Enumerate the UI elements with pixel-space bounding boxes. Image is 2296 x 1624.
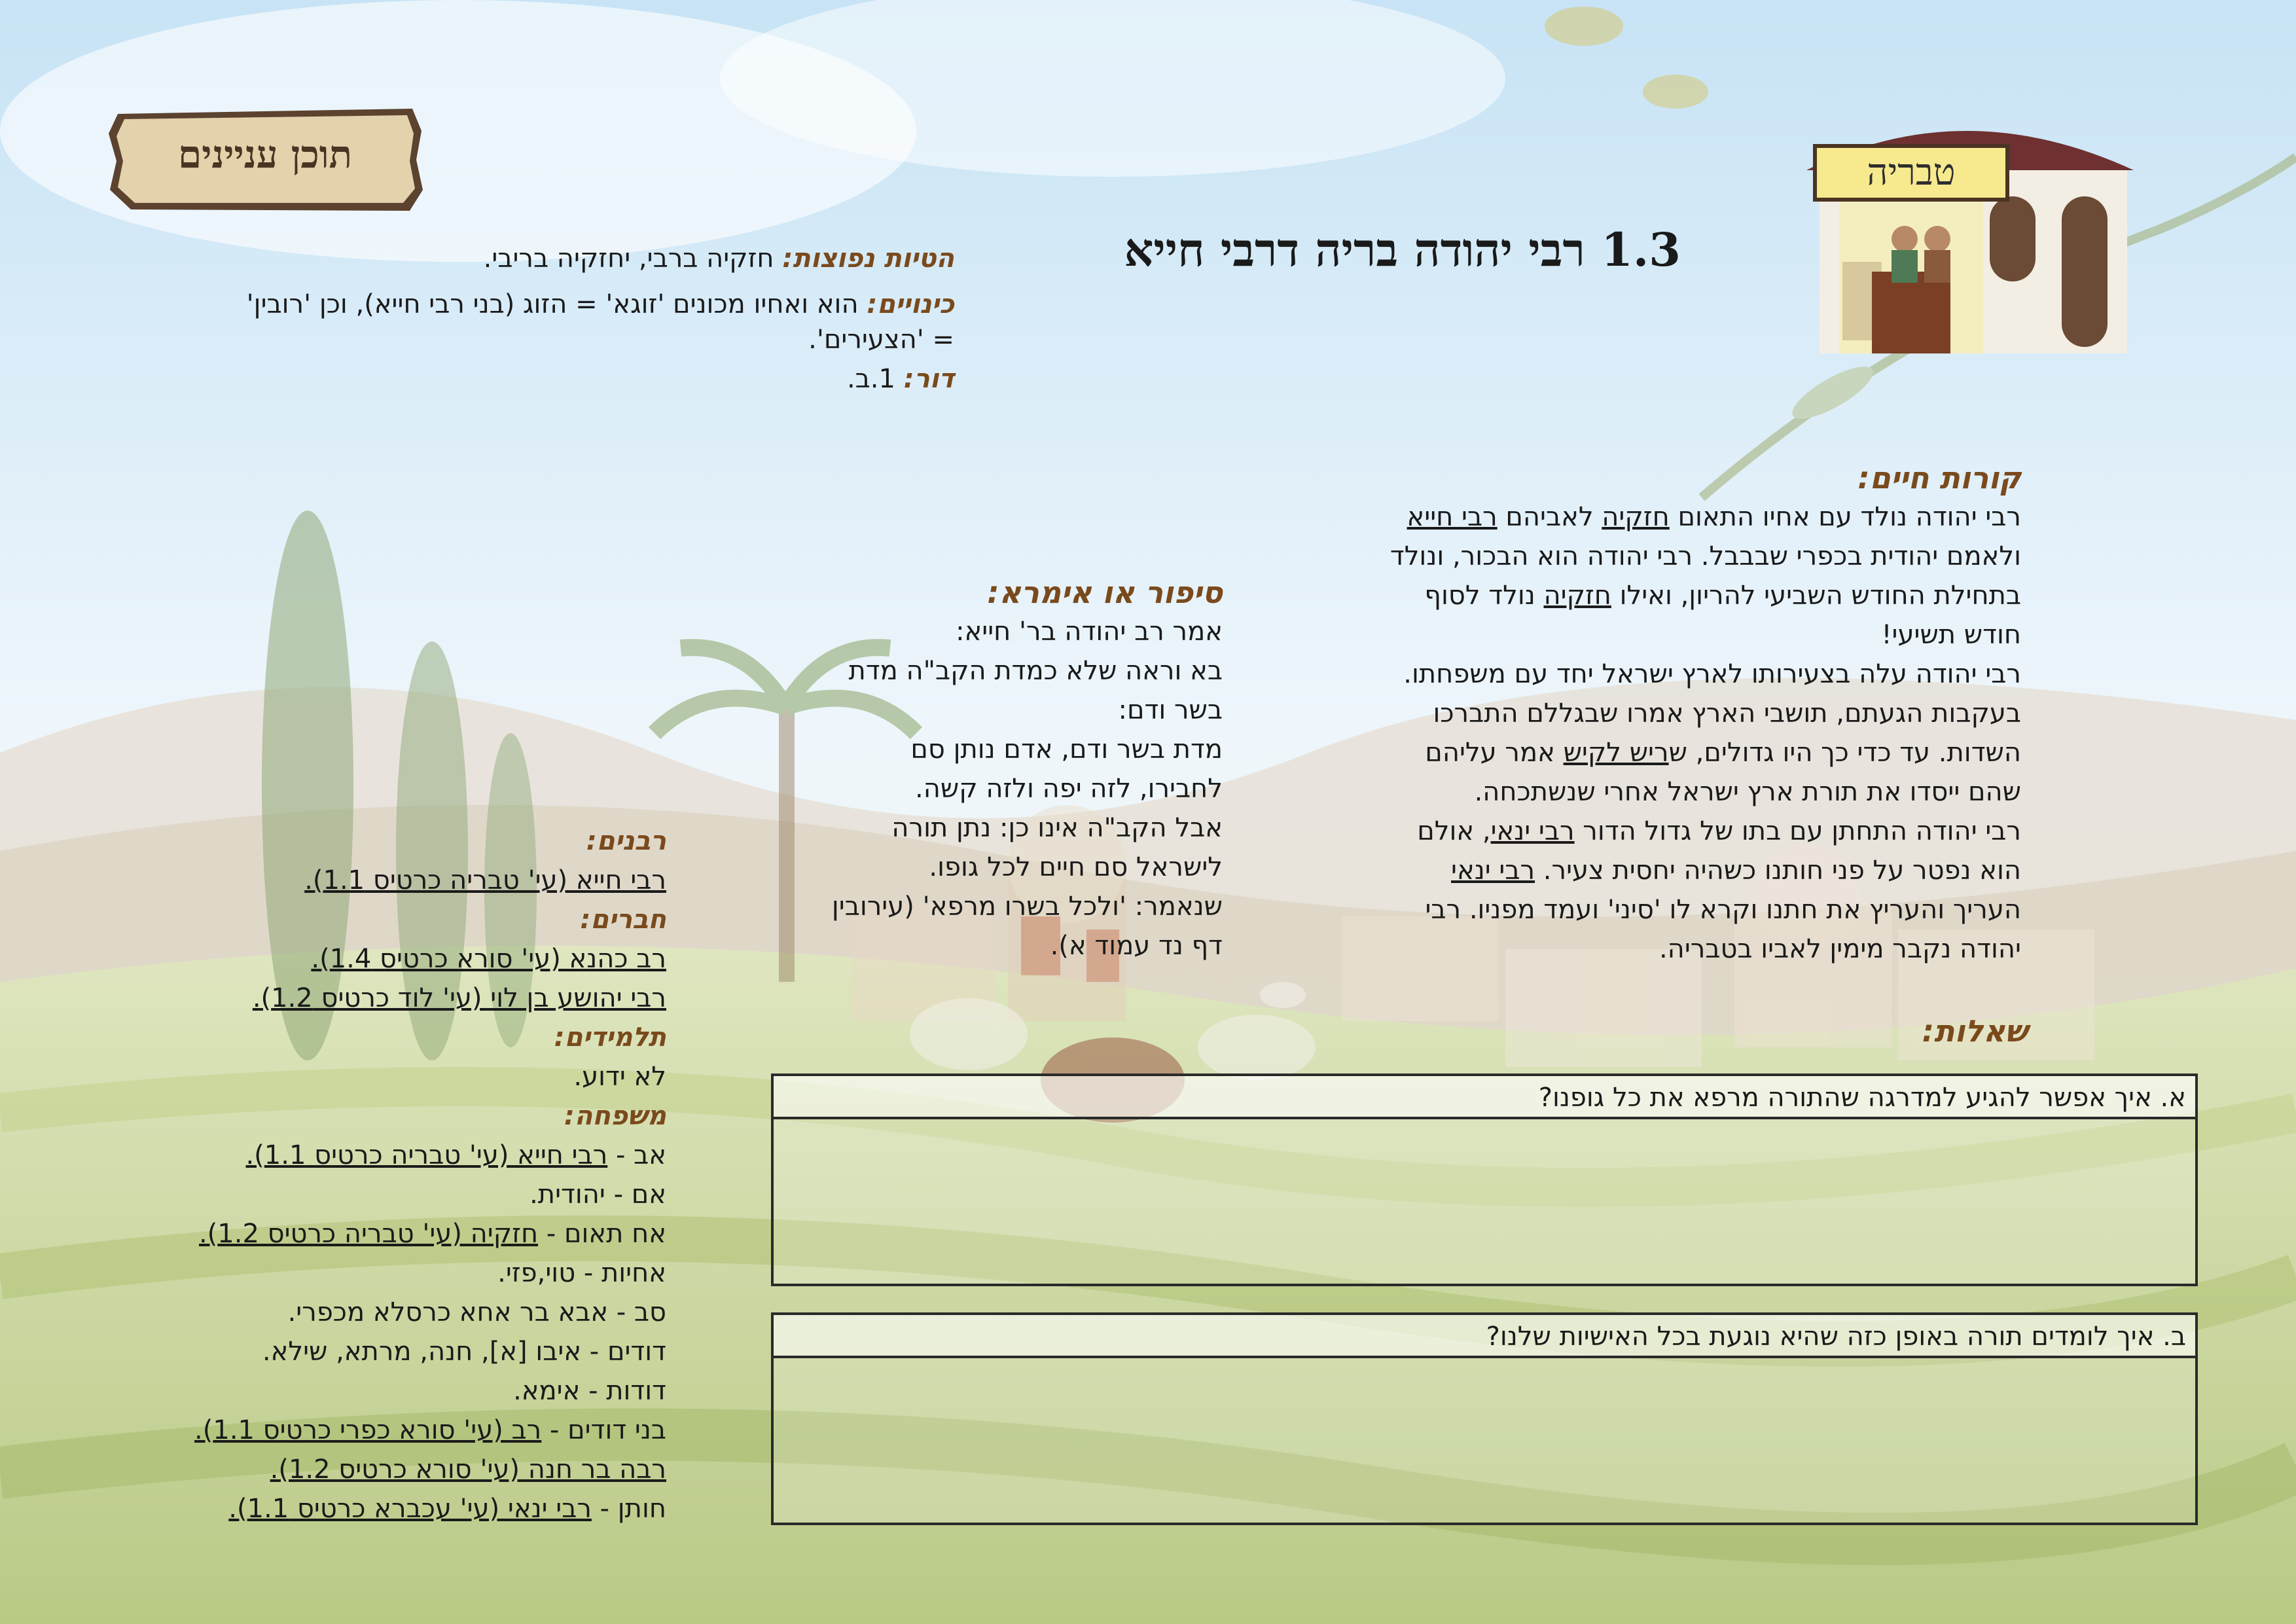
link-colleague-rav-kahana[interactable]: רב כהנא (עי' סורא כרטיס 1.4). <box>311 944 666 974</box>
family-header: משפחה: <box>564 1101 666 1131</box>
link-hizkiya[interactable]: חזקיה <box>1543 581 1611 611</box>
family-grandfather: סב - אבא בר אחא כרסלא מכפרי. <box>287 1297 666 1327</box>
link-cousin-rabba-bar-hana[interactable]: רבה בר חנה (עי' סורא כרטיס 1.2). <box>270 1454 666 1485</box>
bio-line: השדות. עד כדי כך היו גדולים, שריש לקיש אמר עליהם <box>1425 738 2021 768</box>
place-sign <box>1813 144 2009 202</box>
generation-label: דור: <box>903 364 954 394</box>
nicknames <box>84 285 954 324</box>
story-line: שנאמר: 'ולכל בשרו מרפא' (עירובין <box>831 892 1223 922</box>
colleagues-header: חברים: <box>580 905 666 935</box>
link-rabbi-yannai[interactable]: רבי ינאי <box>1490 816 1575 846</box>
link-rabbi-hiya[interactable]: רבי חייא <box>1407 502 1498 532</box>
story-line: אמר רב יהודה בר' חייא: <box>956 617 1223 647</box>
question-1-text: א. איך אפשר להגיע למדרגה שהתורה מרפא את כל גופנו? <box>774 1076 2195 1119</box>
story-line: לחבירו, לזה יפה ולזה קשה. <box>915 774 1223 804</box>
family-mother: אם - יהודית. <box>529 1180 666 1210</box>
family-cousin-1: בני דודים - רב (עי' סורא כפרי כרטיס 1.1). <box>194 1415 666 1445</box>
biography-section <box>1301 458 2021 969</box>
bio-line: רבי יהודה נולד עם אחיו התאום חזקיה לאביהם רבי חייא <box>1407 502 2021 532</box>
place-sign-label: טבריה <box>1867 151 1956 194</box>
biography-header: קורות חיים: <box>1857 460 2021 496</box>
story-header: סיפור או אימרא: <box>987 575 1223 610</box>
bio-line: ולאמם יהודית בכפרי שבבבל. רבי יהודה הוא הבכור, ונולד <box>1390 541 2021 571</box>
mistakes-text: חזקיה ברבי, יחזקיה בריבי. <box>483 244 774 274</box>
link-teacher-rabbi-hiya[interactable]: רבי חייא (עי' טבריה כרטיס 1.1). <box>304 865 666 895</box>
family-sisters: אחיות - טוי,פזי. <box>497 1258 666 1288</box>
bio-line: בתחילת החודש השביעי להריון, ואילו חזקיה נולד לסוף <box>1424 581 2021 611</box>
bio-line: העריך והעריץ את חתנו וקרא לו 'סיני' ועמד מפניו. רבי <box>1425 895 2021 925</box>
bio-line: יהודה נקבר מימין לאביו בטבריה. <box>1659 934 2021 964</box>
bio-line: שהם ייסדו את תורת ארץ ישראל אחרי שנשתכחה. <box>1474 777 2021 807</box>
bio-line: רבי יהודה התחתן עם בתו של גדול הדור רבי ינאי, אולם <box>1417 816 2021 846</box>
generation <box>84 359 954 399</box>
link-father[interactable]: רבי חייא (עי' טבריה כרטיס 1.1). <box>245 1140 608 1170</box>
family-father: אב - רבי חייא (עי' טבריה כרטיס 1.1). <box>245 1140 666 1170</box>
questions-header: שאלות: <box>1922 1013 2028 1049</box>
generation-value: 1.ב. <box>846 364 895 394</box>
link-colleague-yehoshua-ben-levi[interactable]: רבי יהושע בן לוי (עי' לוד כרטיס 1.2). <box>252 983 666 1013</box>
story-line: בשר ודם: <box>1118 695 1223 725</box>
nicknames-text-1: הוא ואחיו מכונים 'זוגא' = הזוג (בני רבי חייא), וכן 'רובין' <box>246 289 859 319</box>
teachers-header: רבנים: <box>586 826 666 856</box>
story-line: לישראל סם חיים לכל גופו. <box>929 852 1223 882</box>
info-block <box>84 239 954 399</box>
link-rabbi-yannai[interactable]: רבי ינאי <box>1451 856 1535 886</box>
students-text: לא ידוע. <box>573 1062 666 1092</box>
answer-area-2[interactable] <box>774 1358 2195 1523</box>
students-header: תלמידים: <box>554 1022 666 1053</box>
relations-section <box>77 821 666 1528</box>
family-aunts: דודות - אימא. <box>513 1376 666 1406</box>
nicknames-text-2: = 'הצעירים'. <box>808 325 954 355</box>
link-twin[interactable]: חזקיה (עי' טבריה כרטיס 1.2). <box>198 1219 539 1249</box>
mistakes-label: הטיות נפוצות: <box>782 244 954 274</box>
nicknames-label: כינויים: <box>867 289 954 319</box>
bio-line: רבי יהודה עלה בצעירותו לארץ ישראל יחד עם משפחתו. <box>1403 659 2021 689</box>
family-father-in-law: חותן - רבי ינאי (עי' עכברא כרטיס 1.1). <box>228 1494 666 1524</box>
page-title: 1.3 רבי יהודה בריה דרבי חייא <box>1124 223 1681 277</box>
link-father-in-law[interactable]: רבי ינאי (עי' עכברא כרטיס 1.1). <box>228 1494 592 1524</box>
common-mistakes <box>84 239 954 278</box>
toc-label: תוכן עניינים <box>178 132 352 177</box>
bio-line: חודש תשיעי! <box>1881 620 2021 650</box>
story-line: דף נד עמוד א). <box>1050 931 1223 961</box>
answer-area-1[interactable] <box>774 1119 2195 1284</box>
question-box-2 <box>771 1312 2198 1525</box>
question-box-1 <box>771 1074 2198 1286</box>
family-uncles: דודים - איבו [א], חנה, מרתא, שילא. <box>262 1337 666 1367</box>
toc-button[interactable] <box>105 105 425 216</box>
tiberias-illustration <box>1780 98 2147 360</box>
bio-line: הוא נפטר על פני חותנו כשהיה יחסית צעיר. רבי ינאי <box>1451 856 2021 886</box>
story-line: בא וראה שלא כמדת הקב"ה מדת <box>848 656 1223 686</box>
story-line: מדת בשר ודם, אדם נותן סם <box>910 734 1223 765</box>
question-2-text: ב. איך לומדים תורה באופן כזה שהיא נוגעת בכל האישיות שלנו? <box>774 1315 2195 1358</box>
link-hizkiya[interactable]: חזקיה <box>1602 502 1670 532</box>
link-reish-lakish[interactable]: ריש לקיש <box>1563 738 1669 768</box>
link-cousin-rav[interactable]: רב (עי' סורא כפרי כרטיס 1.1). <box>194 1415 542 1445</box>
story-section <box>751 573 1223 965</box>
bio-line: בעקבות הגעתם, תושבי הארץ אמרו שבגללם התברכו <box>1433 698 2021 729</box>
family-twin: אח תאום - חזקיה (עי' טבריה כרטיס 1.2). <box>198 1219 666 1249</box>
story-line: אבל הקב"ה אינו כן: נתן תורה <box>891 813 1223 843</box>
